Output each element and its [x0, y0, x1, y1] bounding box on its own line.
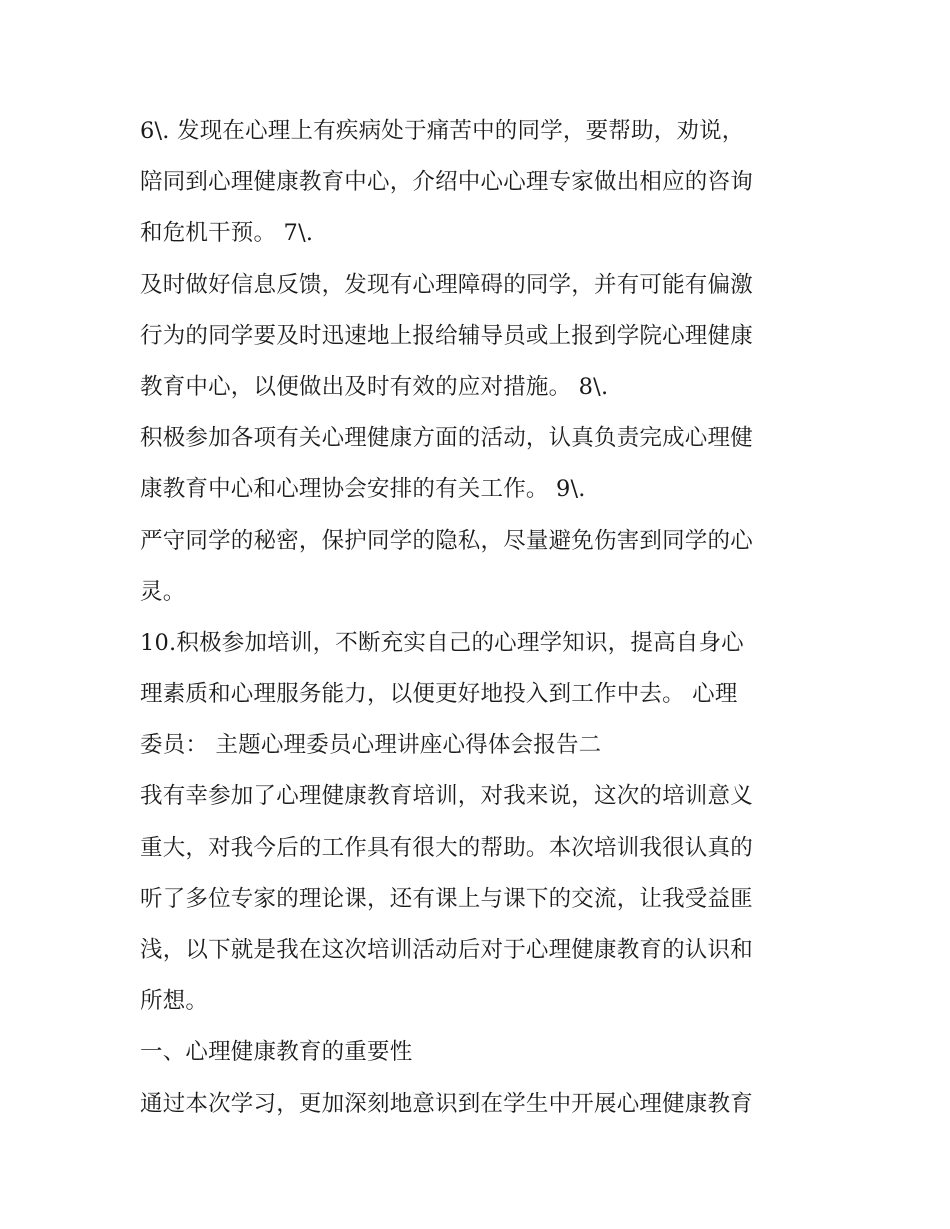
text-line-15: 重大，对我今后的工作具有很大的帮助。本次培训我很认真的 [140, 834, 753, 861]
text-line-13: 委员： 主题心理委员心理讲座心得体会报告二 [140, 732, 602, 759]
text-line-17: 浅，以下就是我在这次培训活动后对于心理健康教育的认识和 [140, 937, 753, 963]
text-line-9: 严守同学的秘密，保护同学的隐私，尽量避免伤害到同学的心 [140, 527, 753, 554]
text-line-7: 积极参加各项有关心理健康方面的活动，认真负责完成心理健 [140, 425, 753, 452]
text-line-16: 听了多位专家的理论课，还有课上与课下的交流，让我受益匪 [140, 885, 753, 912]
text-line-12: 理素质和心理服务能力，以便更好地投入到工作中去。 心理 [140, 681, 738, 708]
text-line-6: 教育中心，以便做出及时有效的应对措施。 8\. [140, 373, 609, 400]
text-line-8: 康教育中心和心理协会安排的有关工作。 9\. [140, 476, 586, 503]
document-body [140, 106, 830, 1130]
text-line-14: 我有幸参加了心理健康教育培训，对我来说，这次的培训意义 [140, 783, 753, 810]
text-line-3: 和危机干预。 7\. [140, 220, 314, 247]
text-line-20: 通过本次学习，更加深刻地意识到在学生中开展心理健康教育 [140, 1090, 753, 1117]
text-line-11: 10.积极参加培训，不断充实自己的心理学知识，提高自身心 [140, 629, 744, 656]
text-line-10: 灵。 [140, 578, 186, 605]
section-heading: 一、心理健康教育的重要性 [140, 1039, 413, 1066]
text-line-1: 6\. 发现在心理上有疾病处于痛苦中的同学，要帮助，劝说， [140, 118, 745, 144]
text-line-18: 所想。 [140, 988, 209, 1015]
text-line-5: 行为的同学要及时迅速地上报给辅导员或上报到学院心理健康 [140, 322, 753, 349]
text-line-4: 及时做好信息反馈，发现有心理障碍的同学，并有可能有偏激 [140, 271, 753, 298]
text-line-2: 陪同到心理健康教育中心，介绍中心心理专家做出相应的咨询 [140, 169, 753, 196]
